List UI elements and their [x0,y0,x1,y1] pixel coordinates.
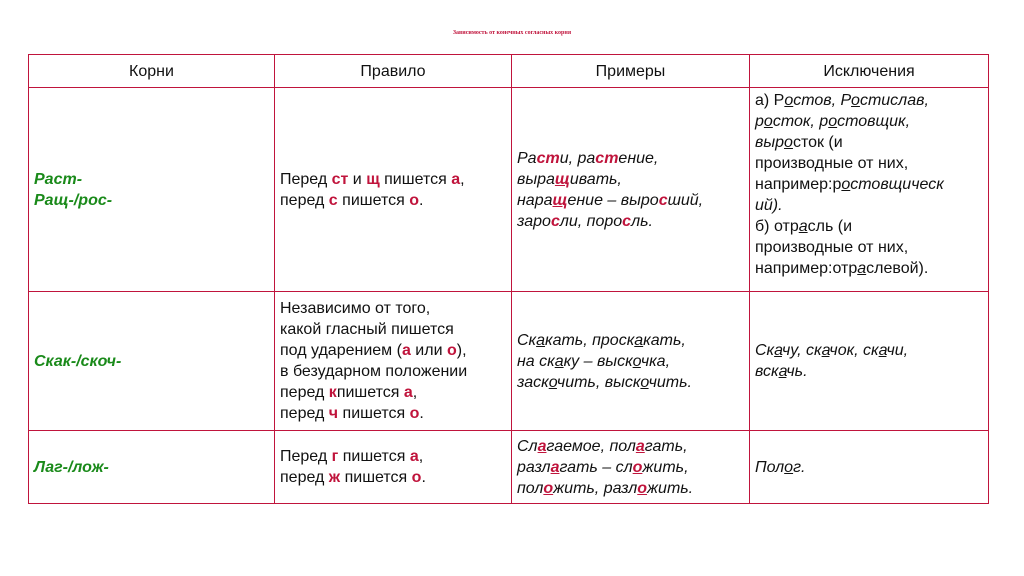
roots-cell [29,431,275,504]
examples-cell [512,292,750,431]
table-row [29,431,989,504]
example-line: Слагаемое, полагать, [517,437,688,455]
exception-line: вскачь. [755,363,808,380]
root-label: Раст- [34,170,83,188]
exception-line: росток, ростовщик, [755,113,911,130]
exception-line: например:отраслевой). [755,260,929,277]
rule-text: пишется [379,170,452,188]
example-line: наращение – выросший, [517,191,704,209]
exception-line: например:ростовщическ [755,176,944,193]
example-line: положить, разложить. [517,479,694,497]
rule-line: перед кпишется а, [280,384,418,401]
exceptions-cell [750,88,989,292]
root-label: Скак-/скоч- [34,352,122,370]
example-line: на скаку – выскочка, [517,352,671,370]
rule-cell [275,88,512,292]
table-header-row [29,55,989,88]
rule-letter: ст [331,170,349,188]
rule-line: Независимо от того, [280,300,431,317]
rule-line: в безударном положении [280,363,468,380]
rule-letter: щ [366,170,380,188]
header-exceptions: Исключения [750,55,989,88]
exception-line: б) отрасль (и [755,218,853,235]
rule-cell [275,292,512,431]
examples-cell [512,88,750,292]
rule-letter: с [328,191,338,209]
header-rule: Правило [275,55,512,88]
rule-text: Перед [280,170,332,188]
rule-line: перед ч пишется о. [280,405,424,422]
example-line: разлагать – сложить, [517,458,689,476]
roots-cell [29,292,275,431]
header-roots: Корни [29,55,275,88]
table-row [29,292,989,431]
table-row [29,88,989,292]
exceptions-cell [750,431,989,504]
rule-letter: о [409,191,419,209]
rule-line: под ударением (а или о), [280,342,467,359]
exception-line: выросток (и [755,134,843,151]
page-title: Зависимость от конечных согласных корня [452,30,572,36]
rule-line: Перед г пишется а, [280,448,424,465]
exception-line: производные от них, [755,239,909,256]
rules-table [28,54,989,504]
example-line: Скакать, проскакать, [517,331,686,349]
exception-line: Скачу, скачок, скачи, [755,342,909,359]
exception-line: а) Ростов, Ростислав, [755,92,929,109]
rule-line: какой гласный пишется [280,321,454,338]
root-label: Ращ-/рос- [34,191,113,209]
exception-line: Полог. [755,458,806,476]
exceptions-cell [750,292,989,431]
rule-cell [275,431,512,504]
exception-line: производные от них, [755,155,909,172]
example-line: выращивать, [517,170,622,188]
example-line: Расти, растение, [517,149,659,167]
example-line: заросли, поросль. [517,212,653,230]
rule-letter: а [451,170,461,188]
rule-text: и [348,170,367,188]
exception-line: ий). [755,197,783,214]
rule-text: . [419,191,424,209]
rule-text: , перед [280,170,465,209]
root-label: Лаг-/лож- [34,458,109,476]
examples-cell [512,431,750,504]
rule-line: перед ж пишется о. [280,469,426,486]
header-examples: Примеры [512,55,750,88]
example-line: заскочить, выскочить. [517,373,692,391]
roots-cell [29,88,275,292]
rule-text: пишется [337,191,410,209]
